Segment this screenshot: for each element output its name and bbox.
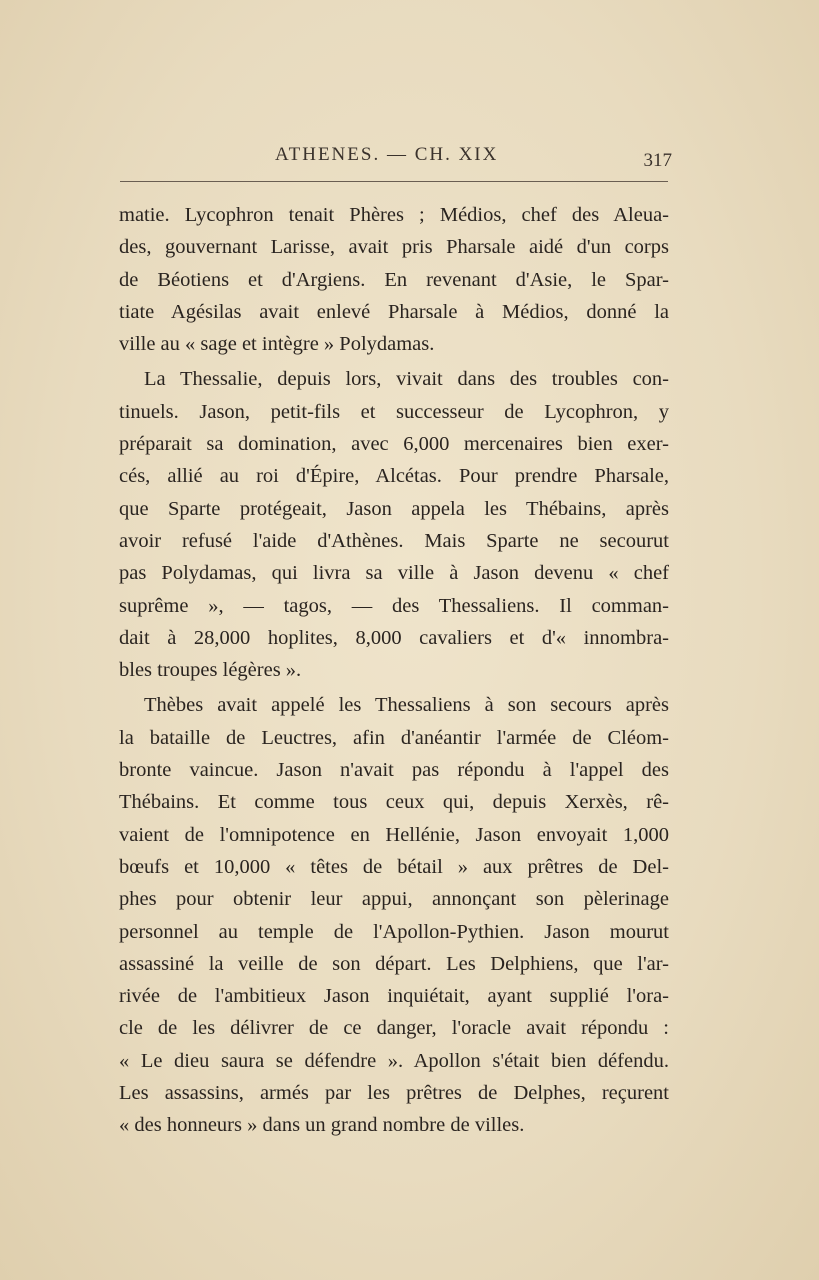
text-line: « des honneurs » dans un grand nombre de villes. bbox=[119, 1114, 525, 1137]
text-line: matie. Lycophron tenait Phères ; Médios, chef des Aleua- bbox=[119, 204, 669, 226]
text-line: préparait sa domination, avec 6,000 mercenaires bien exer- bbox=[119, 433, 669, 456]
body-text bbox=[119, 199, 669, 1145]
text-line: bles troupes légères ». bbox=[119, 659, 302, 682]
text-line: vaient de l'omnipotence en Hellénie, Jason envoyait 1,000 bbox=[119, 823, 669, 846]
text-line: pas Polydamas, qui livra sa ville à Jason devenu « chef bbox=[119, 562, 669, 585]
running-head bbox=[120, 144, 670, 172]
text-line: La Thessalie, depuis lors, vivait dans des troubles con- bbox=[144, 368, 669, 391]
text-line: personnel au temple de l'Apollon-Pythien. Jason mourut bbox=[119, 920, 669, 943]
text-line: que Sparte protégeait, Jason appela les Thébains, après bbox=[119, 497, 669, 520]
text-line: assassiné la veille de son départ. Les Delphiens, que l'ar- bbox=[119, 952, 669, 975]
text-line: tiate Agésilas avait enlevé Pharsale à Médios, donné la bbox=[119, 300, 669, 323]
text-line: bœufs et 10,000 « têtes de bétail » aux prêtres de Del- bbox=[119, 855, 669, 878]
text-line: rivée de l'ambitieux Jason inquiétait, ayant supplié l'ora- bbox=[119, 985, 669, 1008]
text-line: phes pour obtenir leur appui, annonçant son pèlerinage bbox=[119, 888, 669, 911]
text-line: Thèbes avait appelé les Thessaliens à son secours après bbox=[144, 694, 669, 717]
running-title: ATHENES. — CH. XIX bbox=[275, 144, 499, 165]
paragraph-2 bbox=[119, 363, 669, 686]
text-line: bronte vaincue. Jason n'avait pas répondu à l'appel des bbox=[119, 759, 669, 782]
text-line: tinuels. Jason, petit-fils et successeur de Lycophron, y bbox=[119, 400, 669, 423]
text-line: « Le dieu saura se défendre ». Apollon s'était bien défendu. bbox=[119, 1049, 669, 1072]
text-line: Thébains. Et comme tous ceux qui, depuis Xerxès, rê- bbox=[119, 791, 669, 814]
paragraph-3 bbox=[119, 689, 669, 1141]
paragraph-1 bbox=[119, 199, 669, 360]
header-rule bbox=[120, 181, 668, 182]
text-line: de Béotiens et d'Argiens. En revenant d'Asie, le Spar- bbox=[119, 268, 669, 291]
text-line: ville au « sage et intègre » Polydamas. bbox=[119, 333, 435, 356]
text-line: des, gouvernant Larisse, avait pris Pharsale aidé d'un corps bbox=[119, 236, 669, 259]
page-number: 317 bbox=[643, 150, 672, 171]
text-line: dait à 28,000 hoplites, 8,000 cavaliers et d'« innombra- bbox=[119, 626, 669, 649]
text-line: cle de les délivrer de ce danger, l'oracle avait répondu : bbox=[119, 1017, 669, 1040]
text-line: Les assassins, armés par les prêtres de Delphes, reçurent bbox=[119, 1082, 669, 1105]
text-line: la bataille de Leuctres, afin d'anéantir l'armée de Cléom- bbox=[119, 726, 669, 749]
text-line: suprême », — tagos, — des Thessaliens. Il comman- bbox=[119, 594, 669, 617]
text-line: cés, allié au roi d'Épire, Alcétas. Pour prendre Pharsale, bbox=[119, 465, 669, 488]
text-line: avoir refusé l'aide d'Athènes. Mais Sparte ne secourut bbox=[119, 529, 669, 552]
